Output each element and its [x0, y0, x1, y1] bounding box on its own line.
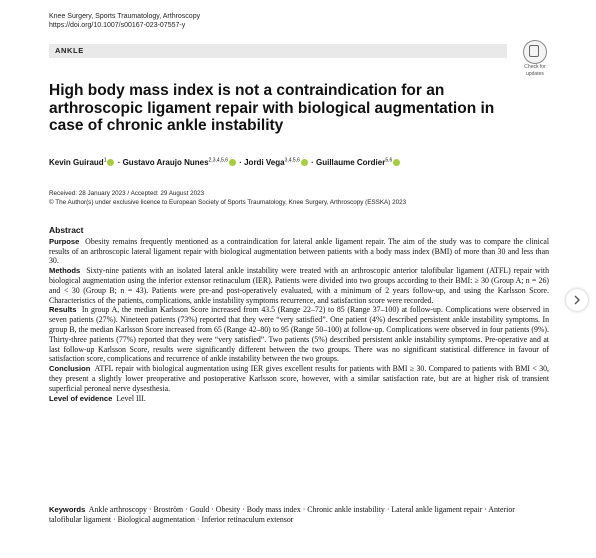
author[interactable]: Jordi Vega$^{3,4,5,6}$ ·	[244, 157, 316, 167]
author[interactable]: Kevin Guiraud$^1$ ·	[49, 157, 123, 167]
chevron-right-icon	[572, 295, 582, 305]
abstract-conclusion: Conclusion ATFL repair with biological augmentation using IER gives excellent results for patients with BMI ≥ 30. Compared to patients with BMI < 30, they present a slightly lower preoperative and postoperative Karlsson score, however, with a similar satisfaction rate, but are at higher risk of transient superficial peroneal nerve dysesthesia.	[49, 364, 549, 393]
orcid-icon[interactable]	[229, 159, 236, 166]
section-label: ANKLE	[55, 46, 84, 55]
orcid-icon[interactable]	[301, 159, 308, 166]
orcid-icon[interactable]	[393, 159, 400, 166]
section-badge	[49, 44, 507, 58]
author-list	[49, 157, 519, 167]
copyright: © The Author(s) under exclusive licence to European Society of Sports Traumatology, Knee Surgery, Arthroscopy (ESSKA) 2023	[49, 199, 407, 206]
abstract-results: Results In group A, the median Karlsson Score increased from 43.5 (Range 22–72) to 85 (Range 37–100) at follow-up. Complications were observed in seven patients (27%). Nineteen patients (73%) reported that they were “very satisfied”. One patient (4%) described persistent ankle instability symptoms. In group B, the median Karlsson Score increased from 65 (Range 42–80) to 95 (Range 50–100) at follow-up. Complications were observed in four patients (9%). Thirty-three patients (77%) reported that they were “very satisfied”. Two patients (5%) described persistent ankle instability symptoms. Pre-operative and at last follow-up Karlsson Score, results were significantly different between the two groups. There was no significant statistical difference in favour of satisfaction score, complications and recurrence of ankle instability between the two groups.	[49, 305, 550, 364]
check-for-updates-line2: updates	[526, 70, 544, 77]
abstract-heading: Abstract	[49, 225, 84, 235]
keywords-text: Ankle arthroscopy · Broström · Gould · Obesity · Body mass index · Chronic ankle instability · Lateral ankle ligament repair · Anterior talofibular ligament · Biological augmentation · Inferior retinaculum extensor	[49, 505, 515, 524]
orcid-icon[interactable]	[107, 159, 114, 166]
abstract	[49, 226, 549, 403]
keywords	[49, 505, 549, 525]
journal-header	[49, 12, 200, 30]
journal-name: Knee Surgery, Sports Traumatology, Arthroscopy	[49, 13, 201, 20]
check-for-updates-line1: Check for	[524, 64, 546, 70]
check-for-updates[interactable]	[518, 40, 552, 77]
article-dates	[49, 189, 529, 207]
article-title: High body mass index is not a contraindication for an arthroscopic ligament repair with biological augmentation in case of chronic ankle instability	[49, 82, 495, 134]
author[interactable]: Guillaume Cordier$^{5,6}$	[316, 158, 401, 167]
abstract-methods: Methods Sixty-nine patients with an isolated lateral ankle instability were treated with an arthroscopic anterior talofibular ligament (ATFL) repair with biological augmentation using the inferior extensor retinaculum (IER). Patients were divided into two groups according to their BMI: ≥ 30 (Group A; n = 26) and < 30 (Group B; n = 43). Patients were pre-and post-operatively evaluated, with a minimum of 2 years follow-up, and using the Karlsson Score. Characteristics of the patients, complications, ankle instability symptoms recurrence, and satisfaction score were recorded.	[49, 266, 549, 305]
keywords-label: Keywords	[49, 505, 86, 514]
abstract-level: Level of evidence Level III.	[49, 393, 146, 403]
abstract-purpose: Purpose Obesity remains frequently mentioned as a contraindication for lateral ankle ligament repair. The aim of the study was to compare the clinical results of an arthroscopic lateral ligament repair with biological augmentation between patients with a body mass index (BMI) of more than 30 and less than 30.	[49, 236, 550, 266]
received-accepted: Received: 28 January 2023 / Accepted: 29 August 2023	[49, 190, 205, 197]
check-for-updates-icon	[523, 40, 547, 64]
journal-doi[interactable]: https://doi.org/10.1007/s00167-023-07557-y	[49, 22, 186, 29]
author[interactable]: Gustavo Araujo Nunes$^{2,3,4,5,6}$ ·	[122, 157, 245, 167]
next-page-button[interactable]	[566, 289, 588, 311]
